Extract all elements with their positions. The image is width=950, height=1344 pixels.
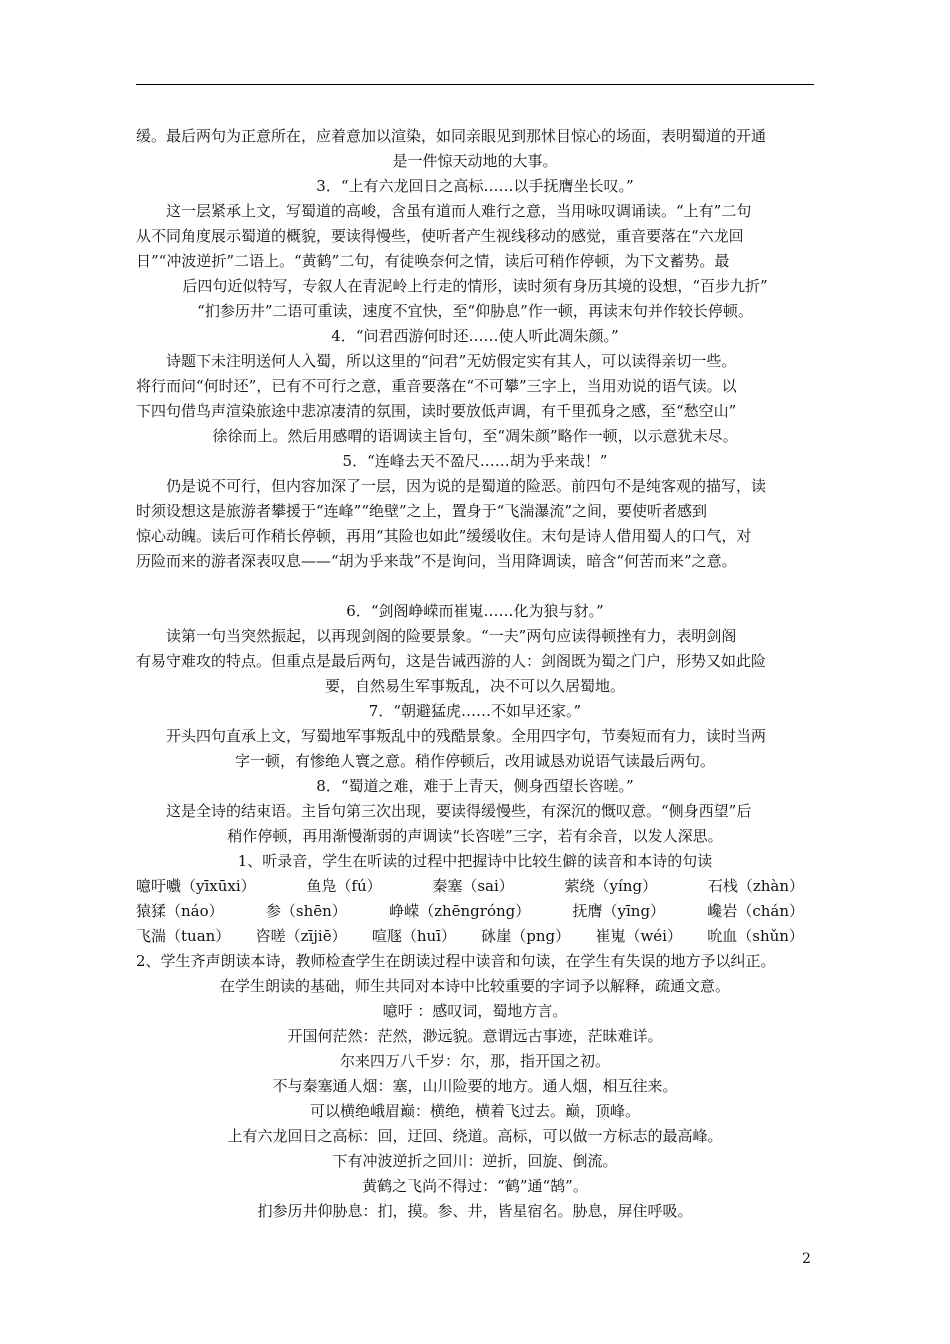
section-heading: 8．“蜀道之难，难于上青天，侧身西望长咨嗟。”	[316, 777, 634, 795]
text-line: 时须设想这是旅游者攀援于“连峰”“绝壁”之上，置身于“飞湍瀑流”之间，要使听者感到	[136, 502, 708, 520]
gloss-line: 尔来四万八千岁：尔，那，指开国之初。	[339, 1052, 610, 1070]
section-heading: 6．“剑阁峥嵘而崔嵬……化为狼与豺。”	[346, 602, 604, 620]
text-line: 历险而来的游者深表叹息——“胡为乎来哉”不是询问，当用降调读，暗含“何苦而来”之意。	[136, 552, 737, 570]
pinyin-row	[136, 899, 814, 924]
text-line: 在学生朗读的基础，师生共同对本诗中比较重要的字词予以解释，疏通文意。	[219, 977, 730, 995]
text-line: 将行而问“何时还”，已有不可行之意，重音要落在“不可攀”三字上，当用劝说的语气读。以	[136, 377, 737, 395]
document-body	[136, 124, 814, 1224]
section-heading: 7．“朝避猛虎……不如早还家。”	[368, 702, 582, 720]
pinyin-item: 参（shēn）	[265, 902, 347, 920]
text-line: 徐徐而上。然后用感喟的语调读主旨句，至“凋朱颜”略作一顿，以示意犹未尽。	[212, 427, 738, 445]
gloss-line: 不与秦塞通人烟：塞，山川险要的地方。通人烟，相互往来。	[272, 1077, 678, 1095]
text-line: 从不同角度展示蜀道的概貌，要读得慢些，使听者产生视线移动的感觉，重音要落在“六龙回	[136, 227, 744, 245]
pinyin-item: 崔嵬（wéi）	[595, 927, 682, 945]
pinyin-item: 吮血（shǔn）	[707, 927, 804, 945]
gloss-line: 下有冲波逆折之回川：逆折，回旋、倒流。	[332, 1152, 618, 1170]
text-line: 是一件惊天动地的大事。	[392, 152, 558, 170]
pinyin-item: 巉岩（chán）	[707, 902, 804, 920]
gloss-line: 噫吁 ：感叹词，蜀地方言。	[382, 1002, 568, 1020]
text-line: 后四句近似特写，专叙人在青泥岭上行走的情形，读时须有身历其境的设想，“百步九折”	[182, 277, 768, 295]
text-line: 这是全诗的结束语。主旨句第三次出现，要读得缓慢些，有深沉的慨叹意。“侧身西望”后	[166, 802, 752, 820]
text-line: 开头四句直承上文，写蜀地军事叛乱中的残酷景象。全用四字句，节奏短而有力，读时当两	[166, 727, 767, 745]
text-line: 有易守难攻的特点。但重点是最后两句，这是告诫西游的人：剑阁既为蜀之门户，形势又如此险	[136, 652, 767, 670]
text-line: 诗题下未注明送何人入蜀，所以这里的“问君”无妨假定实有其人，可以读得亲切一些。	[166, 352, 737, 370]
pinyin-item: 喧豗（huī）	[371, 927, 457, 945]
text-line: 缓。最后两句为正意所在，应着意加以渲染，如同亲眼见到那怵目惊心的场面，表明蜀道的开通	[136, 127, 767, 145]
text-line: 1、听录音，学生在听读的过程中把握诗中比较生僻的读音和本诗的句读	[237, 852, 713, 870]
section-heading: 5．“连峰去天不盈尺……胡为乎来哉！”	[342, 452, 608, 470]
text-line: 下四句借鸟声渲染旅途中悲凉凄清的氛围，读时要放低声调，有千里孤身之感，至“愁空山”	[136, 402, 737, 420]
text-line: 日”“冲波逆折”二语上。“黄鹤”二句，有徒唤奈何之情，读后可稍作停顿，为下文蓄势。最	[136, 252, 730, 270]
section-heading: 3．“上有六龙回日之高标……以手抚膺坐长叹。”	[316, 177, 634, 195]
pinyin-item: 猿猱（náo）	[136, 902, 224, 920]
pinyin-item: 鱼凫（fú）	[306, 877, 382, 895]
page-number: 2	[802, 1251, 811, 1267]
section-heading: 4．“问君西游何时还……使人听此凋朱颜。”	[331, 327, 619, 345]
text-line: 稍作停顿，再用渐慢渐弱的声调读“长咨嗟”三字，若有余音，以发人深思。	[227, 827, 723, 845]
pinyin-item: 噫吁嚱（yīxūxi）	[136, 877, 256, 895]
text-line: 2、学生齐声朗读本诗，教师检查学生在朗读过程中读音和句读，在学生有失误的地方予以纠正。	[136, 952, 776, 970]
pinyin-row	[136, 924, 814, 949]
pinyin-row	[136, 874, 814, 899]
pinyin-item: 萦绕（yíng）	[564, 877, 658, 895]
gloss-line: 黄鹤之飞尚不得过：“鹤”通“鹄”。	[362, 1177, 588, 1195]
text-line: 惊心动魄。读后可作稍长停顿，再用“其险也如此”缓缓收住。末句是诗人借用蜀人的口气，对	[136, 527, 752, 545]
pinyin-item: 秦塞（sai）	[432, 877, 514, 895]
text-line: 读第一句当突然振起，以再现剑阁的险要景象。“一夫”两句应读得顿挫有力，表明剑阁	[166, 627, 737, 645]
spacer	[136, 574, 814, 599]
header-rule	[136, 84, 814, 85]
text-line: “扪参历井”二语可重读，速度不宜快，至“仰胁息”作一顿，再读末句并作较长停顿。	[197, 302, 753, 320]
pinyin-item: 砯崖（png）	[481, 927, 571, 945]
pinyin-item: 抚膺（yīng）	[572, 902, 666, 920]
pinyin-item: 飞湍（tuan）	[136, 927, 231, 945]
text-line: 要，自然易生军事叛乱，决不可以久居蜀地。	[324, 677, 625, 695]
pinyin-item: 咨嗟（zījiē）	[255, 927, 347, 945]
gloss-line: 开国何茫然：茫然，渺远貌。意谓远古事迹，茫昧难详。	[287, 1027, 663, 1045]
pinyin-item: 石栈（zhàn）	[707, 877, 804, 895]
text-line: 字一顿，有惨绝人寰之意。稍作停顿后，改用诚恳劝说语气读最后两句。	[234, 752, 715, 770]
gloss-line: 可以横绝峨眉巅：横绝，横着飞过去。巅，顶峰。	[309, 1102, 640, 1120]
gloss-line: 上有六龙回日之高标：回，迂回、绕道。高标，可以做一方标志的最高峰。	[227, 1127, 723, 1145]
gloss-line: 扪参历井仰胁息：扪，摸。参、井，皆星宿名。胁息，屏住呼吸。	[257, 1202, 693, 1220]
text-line: 仍是说不可行，但内容加深了一层，因为说的是蜀道的险恶。前四句不是纯客观的描写，读	[166, 477, 767, 495]
pinyin-item: 峥嵘（zhēngróng）	[389, 902, 531, 920]
text-line: 这一层紧承上文，写蜀道的高峻，含虽有道而人难行之意，当用咏叹调诵读。“上有”二句	[166, 202, 752, 220]
